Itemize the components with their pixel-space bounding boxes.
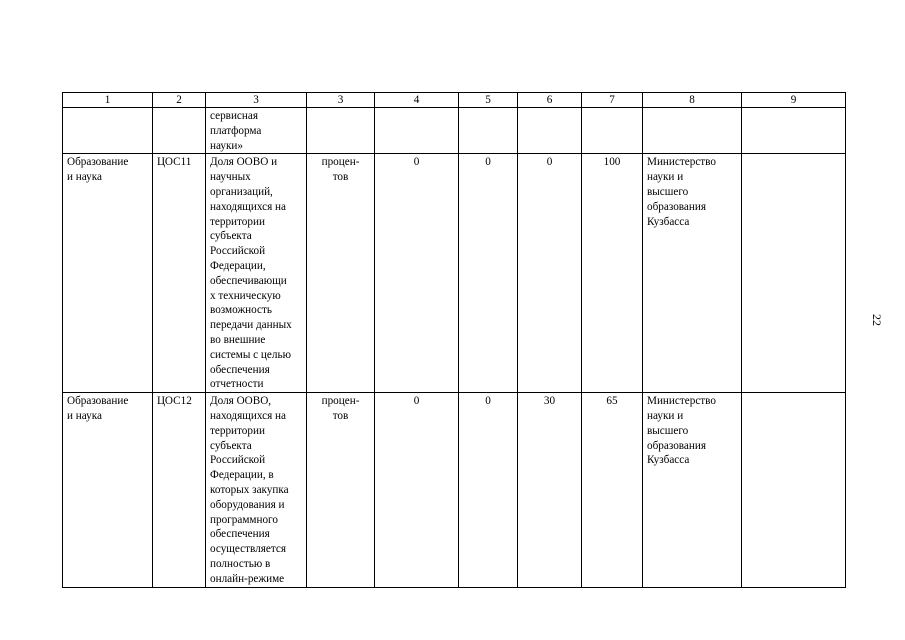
value-cell: 0 [459, 393, 518, 587]
responsible-cell [643, 108, 742, 154]
header-cell: 3 [206, 93, 307, 108]
description-line: обеспечения [210, 528, 270, 541]
responsible-line: Министерство [647, 395, 716, 408]
header-cell: 6 [518, 93, 582, 108]
description-line: программного [210, 513, 278, 526]
description-line: обеспечения [210, 363, 270, 376]
unit-line: тов [332, 409, 349, 422]
description-line: х техническую [210, 289, 281, 302]
description-line: научных [210, 171, 251, 184]
value-cell: 100 [582, 154, 643, 393]
area-line: и наука [67, 171, 102, 184]
value-cell: 30 [518, 393, 582, 587]
responsible-line: науки и [647, 409, 684, 422]
header-cell: 8 [643, 93, 742, 108]
description-line: находящихся на [210, 200, 286, 213]
description-line: Федерации, в [210, 469, 274, 482]
table-row [63, 393, 846, 587]
header-cell: 3 [307, 93, 375, 108]
unit-cell [307, 108, 375, 154]
description-line: онлайн-режиме [210, 572, 285, 585]
description-line: территории [210, 424, 265, 437]
description-line: территории [210, 215, 265, 228]
description-line: Федерации, [210, 259, 266, 272]
extra-cell [742, 154, 846, 393]
value-cell [375, 108, 459, 154]
extra-cell [742, 393, 846, 587]
description-line: субъекта [210, 230, 252, 243]
value-cell: 0 [518, 154, 582, 393]
description-line: субъекта [210, 439, 252, 452]
unit-line: процен- [321, 156, 360, 169]
description-cell [206, 108, 307, 154]
code-cell: ЦОС11 [153, 154, 206, 393]
header-cell: 1 [63, 93, 153, 108]
code-cell [153, 108, 206, 154]
indicators-table [62, 92, 846, 588]
description-line: организаций, [210, 185, 273, 198]
responsible-line: Кузбасса [647, 454, 690, 467]
description-line: Доля ООВО и [210, 156, 278, 169]
responsible-line: образования [647, 439, 707, 452]
responsible-line: высшего [647, 185, 689, 198]
description-line: системы с целью [210, 348, 291, 361]
responsible-cell [643, 154, 742, 393]
description-line: во внешние [210, 333, 266, 346]
table-row [63, 154, 846, 393]
description-line: отчетности [210, 378, 264, 391]
description-line: оборудования и [210, 498, 285, 511]
header-cell: 7 [582, 93, 643, 108]
area-line: Образование [67, 395, 129, 408]
description-cell [206, 154, 307, 393]
header-cell: 4 [375, 93, 459, 108]
page-number: 22 [870, 314, 884, 326]
area-cell [63, 108, 153, 154]
responsible-line: высшего [647, 424, 689, 437]
value-cell [459, 108, 518, 154]
responsible-line: Кузбасса [647, 215, 690, 228]
continuation-row [63, 108, 846, 154]
unit-cell [307, 393, 375, 587]
description-line: обеспечивающи [210, 274, 287, 287]
value-cell: 0 [459, 154, 518, 393]
code-cell: ЦОС12 [153, 393, 206, 587]
header-cell: 9 [742, 93, 846, 108]
description-line: полностью в [210, 557, 271, 570]
responsible-line: Министерство [647, 156, 716, 169]
responsible-line: образования [647, 200, 707, 213]
area-cell [63, 154, 153, 393]
description-line: Доля ООВО, [210, 395, 272, 408]
header-cell: 5 [459, 93, 518, 108]
description-line: платформа [210, 124, 262, 137]
unit-line: процен- [321, 395, 360, 408]
description-line: осуществляется [210, 543, 286, 556]
unit-cell [307, 154, 375, 393]
extra-cell [742, 108, 846, 154]
description-line: сервисная [210, 110, 258, 122]
responsible-line: науки и [647, 171, 684, 184]
area-line: Образование [67, 156, 129, 169]
header-cell: 2 [153, 93, 206, 108]
responsible-cell [643, 393, 742, 587]
area-cell [63, 393, 153, 587]
description-line: Российской [210, 454, 266, 467]
description-line: возможность [210, 304, 273, 317]
value-cell: 0 [375, 154, 459, 393]
value-cell: 65 [582, 393, 643, 587]
description-line: передачи данных [210, 319, 292, 332]
value-cell [518, 108, 582, 154]
header-row [63, 93, 846, 108]
description-cell [206, 393, 307, 587]
area-line: и наука [67, 409, 102, 422]
unit-line: тов [332, 171, 349, 184]
description-line: которых закупка [210, 483, 289, 496]
value-cell [582, 108, 643, 154]
description-line: науки» [210, 139, 243, 152]
value-cell: 0 [375, 393, 459, 587]
description-line: находящихся на [210, 409, 286, 422]
description-line: Российской [210, 245, 266, 258]
